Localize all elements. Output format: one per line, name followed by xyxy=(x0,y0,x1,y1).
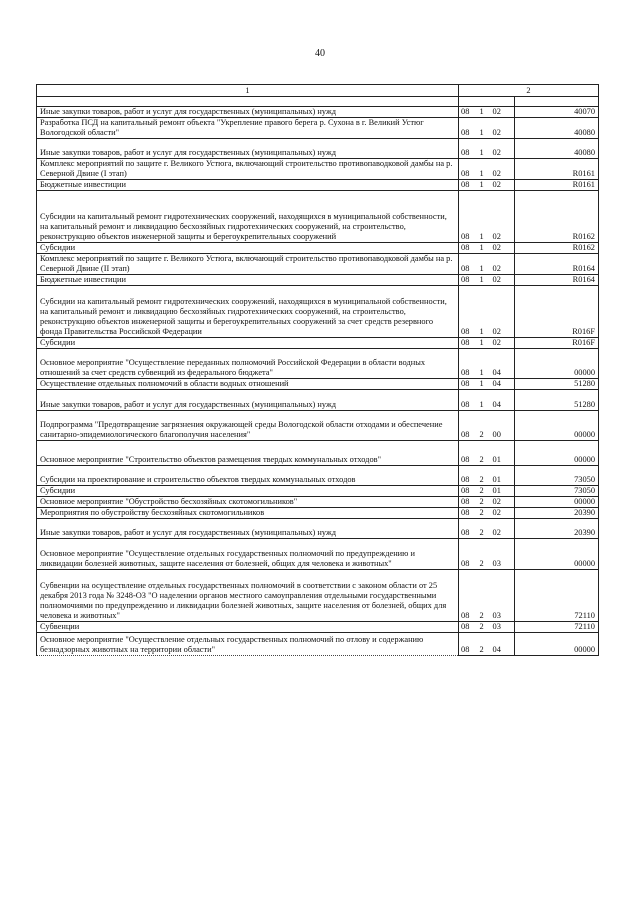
row-name: Основное мероприятие "Осуществление отдельных государственных полномочий по предупреждению и ликвидации болезней животных, защите населения от болезней, общих для человека и животных" xyxy=(37,539,459,570)
table-header-row xyxy=(37,85,599,97)
row-name: Субсидии на капитальный ремонт гидротехнических сооружений, находящихся в муниципальной собственности, на капитальный ремонт и ликвидацию бесхозяйных гидротехнических сооружений, на строительство, реконструкцию объектов инженерной защиты и берегоукрепительных сооружений xyxy=(37,191,459,243)
row-code-subprogram: 2 xyxy=(478,466,491,486)
table-row xyxy=(37,379,599,390)
row-code-target: R0162 xyxy=(515,243,599,254)
table-row xyxy=(37,97,599,107)
table-row xyxy=(37,539,599,570)
row-name: Мероприятия по обустройству бесхозяйных скотомогильников xyxy=(37,508,459,519)
row-code-measure: 02 xyxy=(491,118,515,139)
row-code-target: 00000 xyxy=(515,633,599,656)
row-code-section: 08 xyxy=(459,286,478,338)
row-code-measure: 04 xyxy=(491,390,515,411)
row-code-section: 08 xyxy=(459,390,478,411)
row-code-subprogram: 2 xyxy=(478,508,491,519)
row-code-section: 08 xyxy=(459,539,478,570)
table-row xyxy=(37,508,599,519)
row-code-target: 40080 xyxy=(515,118,599,139)
row-code-target: 51280 xyxy=(515,390,599,411)
row-name: Субвенции на осуществление отдельных государственных полномочий в соответствии с законом области от 25 декабря 2013 года № 3248-ОЗ "О наделении органов местного самоуправления отдельными государственными полномочиями по предупреждению и ликвидации болезней животных, защите населения от болезней, общих для человека и животных" xyxy=(37,570,459,622)
row-code-subprogram: 2 xyxy=(478,497,491,508)
row-code-section: 08 xyxy=(459,243,478,254)
table-row xyxy=(37,107,599,118)
row-code-subprogram: 2 xyxy=(478,486,491,497)
row-code-section: 08 xyxy=(459,139,478,159)
row-code-measure: 02 xyxy=(491,508,515,519)
row-code-target: 72110 xyxy=(515,622,599,633)
table-row xyxy=(37,633,599,656)
row-code-section: 08 xyxy=(459,622,478,633)
row-code-subprogram: 2 xyxy=(478,633,491,656)
table-row xyxy=(37,338,599,349)
row-code-target: 73050 xyxy=(515,466,599,486)
row-code-subprogram: 1 xyxy=(478,338,491,349)
row-code-section: 08 xyxy=(459,338,478,349)
table-row xyxy=(37,349,599,379)
row-code-measure: 02 xyxy=(491,180,515,191)
row-code-measure: 02 xyxy=(491,338,515,349)
table-row xyxy=(37,254,599,275)
table-row xyxy=(37,466,599,486)
row-name: Бюджетные инвестиции xyxy=(37,275,459,286)
row-name: Субсидии xyxy=(37,243,459,254)
row-code-subprogram: 1 xyxy=(478,107,491,118)
row-code-subprogram: 1 xyxy=(478,286,491,338)
table-row xyxy=(37,118,599,139)
row-code-target: 73050 xyxy=(515,486,599,497)
row-code-subprogram: 1 xyxy=(478,243,491,254)
row-name: Основное мероприятие "Строительство объектов размещения твердых коммунальных отходов" xyxy=(37,441,459,466)
row-code-target: R0162 xyxy=(515,191,599,243)
row-code-section: 08 xyxy=(459,107,478,118)
row-name: Комплекс мероприятий по защите г. Великого Устюга, включающий строительство противопаводковой дамбы на р. Северной Двине (II этап) xyxy=(37,254,459,275)
row-code-measure: 02 xyxy=(491,275,515,286)
row-code-section: 08 xyxy=(459,508,478,519)
row-code-measure: 02 xyxy=(491,191,515,243)
table-row xyxy=(37,497,599,508)
row-name: Осуществление отдельных полномочий в области водных отношений xyxy=(37,379,459,390)
row-code-subprogram: 2 xyxy=(478,539,491,570)
row-code-target: R016F xyxy=(515,286,599,338)
header-col-1: 1 xyxy=(37,85,459,97)
row-code-measure: 02 xyxy=(491,286,515,338)
row-name: Субвенции xyxy=(37,622,459,633)
row-name: Иные закупки товаров, работ и услуг для государственных (муниципальных) нужд xyxy=(37,139,459,159)
row-code-target: 40080 xyxy=(515,139,599,159)
row-name: Комплекс мероприятий по защите г. Великого Устюга, включающий строительство противопаводковой дамбы на р. Северной Двине (I этап) xyxy=(37,159,459,180)
row-name: Подпрограмма "Предотвращение загрязнения окружающей среды Вологодской области отходами и обеспечение санитарно-эпидемиологического благополучия населения" xyxy=(37,411,459,441)
table-row xyxy=(37,390,599,411)
table-row xyxy=(37,275,599,286)
row-code-subprogram: 1 xyxy=(478,390,491,411)
row-name: Основное мероприятие "Осуществление отдельных государственных полномочий по отлову и содержанию безнадзорных животных на территории области" xyxy=(37,633,459,656)
row-code-target: 00000 xyxy=(515,539,599,570)
row-code-subprogram: 1 xyxy=(478,275,491,286)
row-code-measure: 02 xyxy=(491,519,515,539)
row-code-section: 08 xyxy=(459,379,478,390)
row-code-target: R0161 xyxy=(515,180,599,191)
page-number: 40 xyxy=(315,48,325,59)
table-row xyxy=(37,286,599,338)
row-code-target: 00000 xyxy=(515,411,599,441)
row-code-target: 40070 xyxy=(515,107,599,118)
row-code-subprogram: 1 xyxy=(478,159,491,180)
row-code-target: 20390 xyxy=(515,519,599,539)
row-code-section: 08 xyxy=(459,118,478,139)
row-code-measure: 04 xyxy=(491,633,515,656)
table-row xyxy=(37,139,599,159)
row-name: Разработка ПСД на капитальный ремонт объекта "Укрепление правого берега р. Сухона в г. Великий Устюг Вологодской области" xyxy=(37,118,459,139)
row-code-target: R0164 xyxy=(515,275,599,286)
row-code-section: 08 xyxy=(459,486,478,497)
table-row xyxy=(37,622,599,633)
row-code-measure: 02 xyxy=(491,243,515,254)
budget-table xyxy=(36,84,599,656)
row-code-measure xyxy=(491,97,515,107)
row-code-target: 00000 xyxy=(515,497,599,508)
row-code-measure: 03 xyxy=(491,570,515,622)
row-name: Субсидии xyxy=(37,486,459,497)
row-code-subprogram: 2 xyxy=(478,519,491,539)
row-name: Иные закупки товаров, работ и услуг для государственных (муниципальных) нужд xyxy=(37,519,459,539)
row-code-section xyxy=(459,97,478,107)
row-code-section: 08 xyxy=(459,497,478,508)
row-name: Основное мероприятие "Осуществление переданных полномочий Российской Федерации в области водных отношений за счет средств субвенций из федерального бюджета" xyxy=(37,349,459,379)
row-code-target: R0164 xyxy=(515,254,599,275)
row-code-target: 51280 xyxy=(515,379,599,390)
row-code-measure: 01 xyxy=(491,486,515,497)
row-code-measure: 02 xyxy=(491,159,515,180)
row-code-measure: 02 xyxy=(491,107,515,118)
row-code-section: 08 xyxy=(459,633,478,656)
row-code-section: 08 xyxy=(459,411,478,441)
table-row xyxy=(37,243,599,254)
table-body xyxy=(37,97,599,656)
row-code-measure: 03 xyxy=(491,622,515,633)
row-code-subprogram: 1 xyxy=(478,379,491,390)
row-name: Субсидии xyxy=(37,338,459,349)
row-code-subprogram: 1 xyxy=(478,118,491,139)
table-row xyxy=(37,570,599,622)
row-code-subprogram xyxy=(478,97,491,107)
row-code-subprogram: 2 xyxy=(478,441,491,466)
row-code-subprogram: 2 xyxy=(478,622,491,633)
row-code-section: 08 xyxy=(459,349,478,379)
row-code-section: 08 xyxy=(459,191,478,243)
row-code-measure: 01 xyxy=(491,466,515,486)
row-name: Основное мероприятие "Обустройство бесхозяйных скотомогильников" xyxy=(37,497,459,508)
row-code-measure: 01 xyxy=(491,441,515,466)
table-row xyxy=(37,441,599,466)
row-name: Бюджетные инвестиции xyxy=(37,180,459,191)
row-code-section: 08 xyxy=(459,275,478,286)
row-name: Иные закупки товаров, работ и услуг для государственных (муниципальных) нужд xyxy=(37,107,459,118)
row-name: Субсидии на проектирование и строительство объектов твердых коммунальных отходов xyxy=(37,466,459,486)
row-code-section: 08 xyxy=(459,159,478,180)
row-code-measure: 04 xyxy=(491,379,515,390)
row-code-target: 20390 xyxy=(515,508,599,519)
table-row xyxy=(37,486,599,497)
row-code-subprogram: 1 xyxy=(478,254,491,275)
row-code-target: 72110 xyxy=(515,570,599,622)
table-row xyxy=(37,191,599,243)
row-code-measure: 03 xyxy=(491,539,515,570)
row-code-subprogram: 1 xyxy=(478,180,491,191)
row-code-target: R016F xyxy=(515,338,599,349)
row-code-target: 00000 xyxy=(515,349,599,379)
row-code-section: 08 xyxy=(459,466,478,486)
row-code-target xyxy=(515,97,599,107)
row-code-measure: 02 xyxy=(491,254,515,275)
row-code-target: R0161 xyxy=(515,159,599,180)
row-code-subprogram: 1 xyxy=(478,191,491,243)
row-code-section: 08 xyxy=(459,180,478,191)
row-code-section: 08 xyxy=(459,519,478,539)
row-code-subprogram: 2 xyxy=(478,570,491,622)
row-name xyxy=(37,97,459,107)
row-code-target: 00000 xyxy=(515,441,599,466)
table-row xyxy=(37,519,599,539)
row-name: Субсидии на капитальный ремонт гидротехнических сооружений, находящихся в муниципальной собственности, на капитальный ремонт и ликвидацию бесхозяйных гидротехнических сооружений, на строительство, реконструкцию объектов инженерной защиты и берегоукрепительных сооружений за счет средств резервного фонда Правительства Российской Федерации xyxy=(37,286,459,338)
header-col-2: 2 xyxy=(459,85,599,97)
row-code-subprogram: 2 xyxy=(478,411,491,441)
row-code-subprogram: 1 xyxy=(478,349,491,379)
row-code-section: 08 xyxy=(459,254,478,275)
row-code-section: 08 xyxy=(459,441,478,466)
table-row xyxy=(37,411,599,441)
table-row xyxy=(37,180,599,191)
row-code-section: 08 xyxy=(459,570,478,622)
row-code-measure: 04 xyxy=(491,349,515,379)
table-row xyxy=(37,159,599,180)
row-code-measure: 02 xyxy=(491,139,515,159)
row-code-measure: 02 xyxy=(491,497,515,508)
row-name: Иные закупки товаров, работ и услуг для государственных (муниципальных) нужд xyxy=(37,390,459,411)
row-code-measure: 00 xyxy=(491,411,515,441)
row-code-subprogram: 1 xyxy=(478,139,491,159)
